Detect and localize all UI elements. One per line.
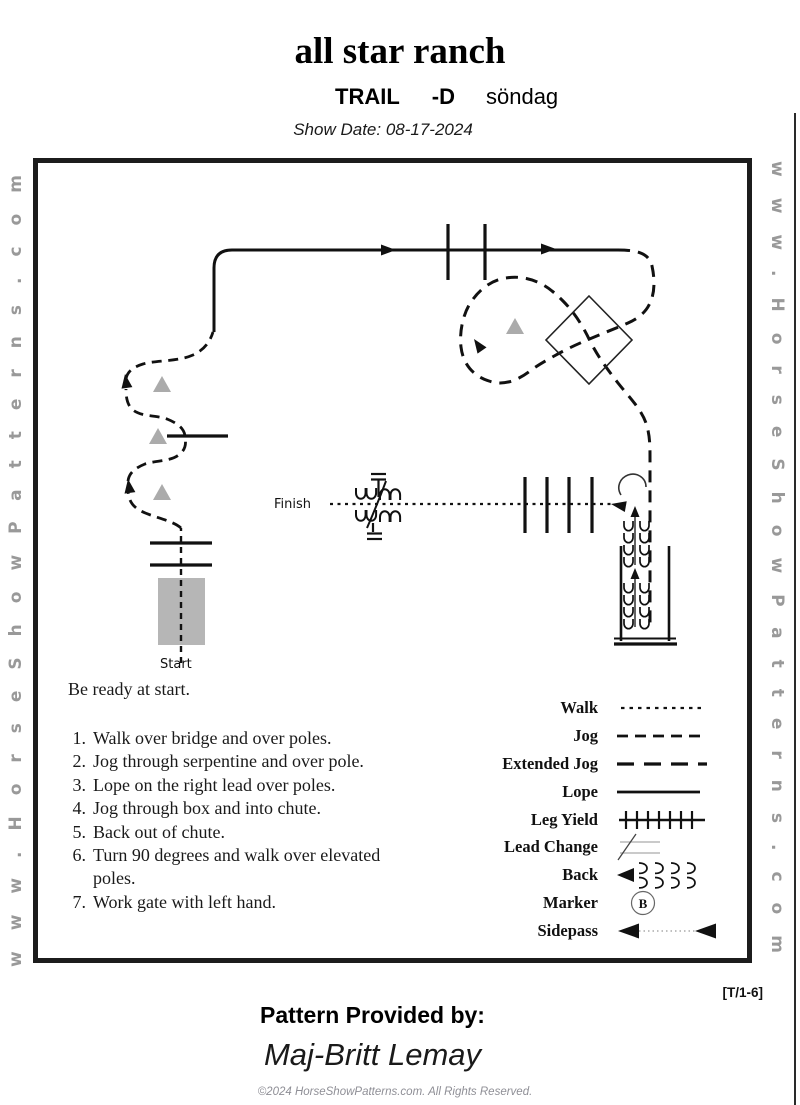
step-number: 3. (72, 774, 86, 795)
start-label: Start (160, 657, 192, 672)
provider-name: Maj-Britt Lemay (263, 1037, 482, 1072)
legend-row-back (420, 861, 730, 889)
jog-line-symbol (615, 722, 727, 750)
marker-symbol (615, 889, 727, 917)
legend-row-lead-change (420, 833, 730, 861)
gate-symbol (356, 474, 400, 539)
legend-row-extended-jog (420, 750, 730, 778)
ready-text: Be ready at start. (68, 679, 190, 699)
legend-label: Extended Jog (502, 753, 598, 773)
step-text: Jog through box and into chute. (93, 798, 321, 819)
legend (420, 694, 730, 945)
jog-box-path (461, 250, 654, 628)
step-row (68, 750, 424, 773)
back-symbol-upper (624, 506, 649, 567)
class-name: TRAIL (335, 84, 400, 109)
legend-label: Jog (573, 725, 598, 745)
step-text: Jog through serpentine and over pole. (93, 751, 364, 772)
watermark-left: www.HorseShowPatterns.com (6, 154, 26, 967)
step-text: Walk over bridge and over poles. (93, 728, 332, 748)
step-row (68, 774, 424, 797)
cone (153, 376, 171, 392)
legend-row-jog (420, 722, 730, 750)
step-row (68, 891, 424, 914)
legend-label: Walk (560, 697, 598, 717)
class-day: söndag (485, 84, 559, 109)
step-number: 2. (72, 751, 86, 772)
legend-label: Sidepass (537, 921, 598, 941)
finish-label: Finish (274, 497, 312, 512)
watermark-right: www.HorseShowPatterns.com (767, 161, 787, 974)
cone (149, 428, 167, 444)
finish-arrow (610, 499, 627, 512)
step-text: Work gate with left hand. (93, 891, 276, 912)
step-row (68, 727, 424, 750)
legend-row-marker (420, 889, 730, 917)
legend-label: Leg Yield (530, 809, 598, 829)
lope-arrow-2 (541, 244, 556, 255)
step-number: 6. (72, 845, 86, 866)
step-number: 7. (72, 891, 86, 912)
legend-row-lope (420, 778, 730, 806)
legend-row-sidepass (420, 917, 730, 945)
legend-row-walk (420, 694, 730, 722)
sidepass-symbol (615, 917, 727, 945)
step-row (68, 797, 424, 820)
step-number: 4. (72, 798, 86, 819)
leg-yield-symbol (615, 806, 727, 834)
step-text: Lope on the right lead over poles. (93, 774, 336, 795)
step-number: 1. (72, 728, 86, 748)
pattern-ref: [T/1-6] (722, 985, 763, 1000)
walk-line-symbol (615, 694, 727, 722)
legend-row-leg-yield (420, 806, 730, 834)
provided-by-label: Pattern Provided by: (260, 1002, 485, 1028)
step-text: Turn 90 degrees and walk over elevated poles. (93, 845, 381, 889)
marker-letter: B (638, 896, 648, 912)
bridge (158, 578, 205, 645)
cone (506, 318, 524, 334)
loop-arrow (469, 336, 486, 354)
extended-jog-line-symbol (615, 750, 727, 778)
class-code: -D (431, 84, 455, 109)
copyright-text: ©2024 HorseShowPatterns.com. All Rights Reserved. (257, 1086, 533, 1098)
step-row (68, 821, 424, 844)
lope-arrow-1 (381, 245, 396, 256)
turn-hook (619, 474, 646, 495)
show-date: Show Date: 08-17-2024 (293, 120, 473, 139)
lope-line (214, 250, 618, 332)
legend-label: Lead Change (504, 837, 598, 857)
legend-label: Back (562, 865, 598, 885)
step-text: Back out of chute. (93, 821, 225, 842)
step-row (68, 844, 424, 891)
step-number: 5. (72, 821, 86, 842)
legend-label: Marker (543, 893, 598, 913)
lope-line-symbol (615, 778, 727, 806)
cone (153, 484, 171, 500)
back-symbol (615, 861, 727, 889)
back-symbol-lower (624, 568, 649, 629)
legend-label: Lope (562, 781, 598, 801)
page-title: all star ranch (294, 31, 506, 72)
instructions (68, 679, 424, 914)
lead-change-symbol (615, 833, 727, 861)
